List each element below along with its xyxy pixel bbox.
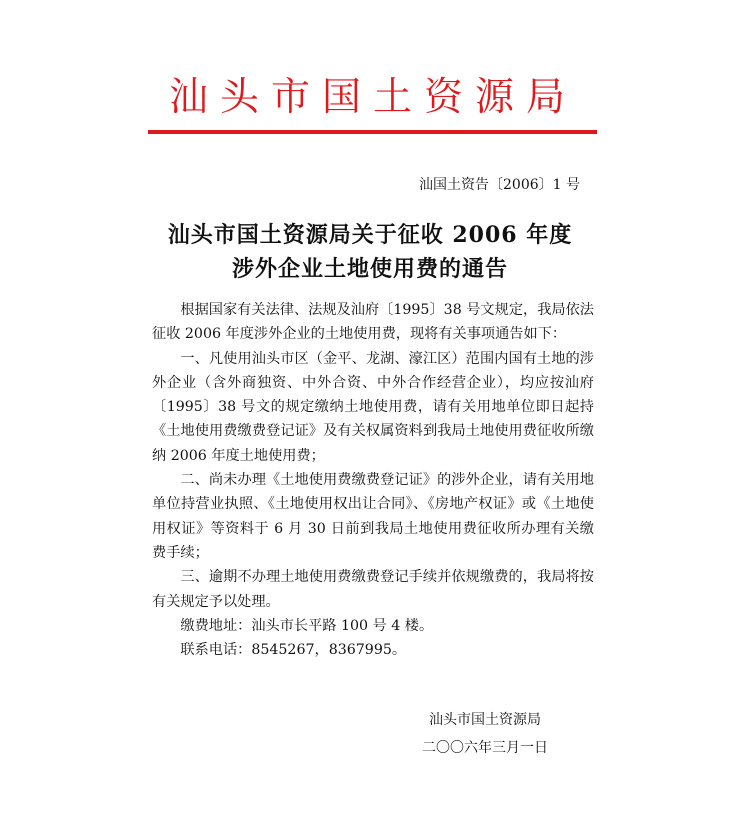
item-two-paragraph: 二、尚未办理《土地使用费缴费登记证》的涉外企业，请有关用地单位持营业执照、《土地使用权出让合同》、《房地产权证》或《土地使用权证》等资料于 6 月 30 日前到我局土地使用费征收所办理有关缴费手续； [152, 472, 594, 561]
signature-agency: 汕头市国土资源局 [429, 712, 541, 728]
document-number: 汕国土资告〔2006〕1 号 [419, 177, 580, 193]
item-three-paragraph: 三、逾期不办理土地使用费缴费登记手续并依规缴费的，我局将按有关规定予以处理。 [152, 569, 594, 610]
signature-block [400, 706, 570, 762]
notice-body [152, 298, 594, 662]
notice-title [140, 218, 600, 286]
notice-title-line-2: 涉外企业土地使用费的通告 [231, 256, 508, 282]
agency-letterhead: 汕头市国土资源局 [168, 75, 577, 120]
notice-title-line-1: 汕头市国土资源局关于征收 2006 年度 [167, 222, 573, 248]
red-divider-line [148, 130, 597, 134]
item-one-paragraph: 一、凡使用汕头市区（金平、龙湖、濠江区）范围内国有土地的涉外企业（含外商独资、中外合资、中外合作经营企业），均应按汕府〔1995〕38 号文的规定缴纳土地使用费，请有关用地单位即日起持《土地使用费缴费登记证》及有关权属资料到我局土地使用费征收所缴纳 2006 年度土地使用费； [152, 350, 594, 464]
contact-phone: 联系电话：8545267，8367995。 [180, 642, 407, 659]
intro-paragraph: 根据国家有关法律、法规及汕府〔1995〕38 号文规定，我局依法征收 2006 年度涉外企业的土地使用费，现将有关事项通告如下： [152, 302, 594, 343]
payment-address: 缴费地址：汕头市长平路 100 号 4 楼。 [180, 617, 434, 634]
signature-date: 二〇〇六年三月一日 [422, 740, 548, 756]
